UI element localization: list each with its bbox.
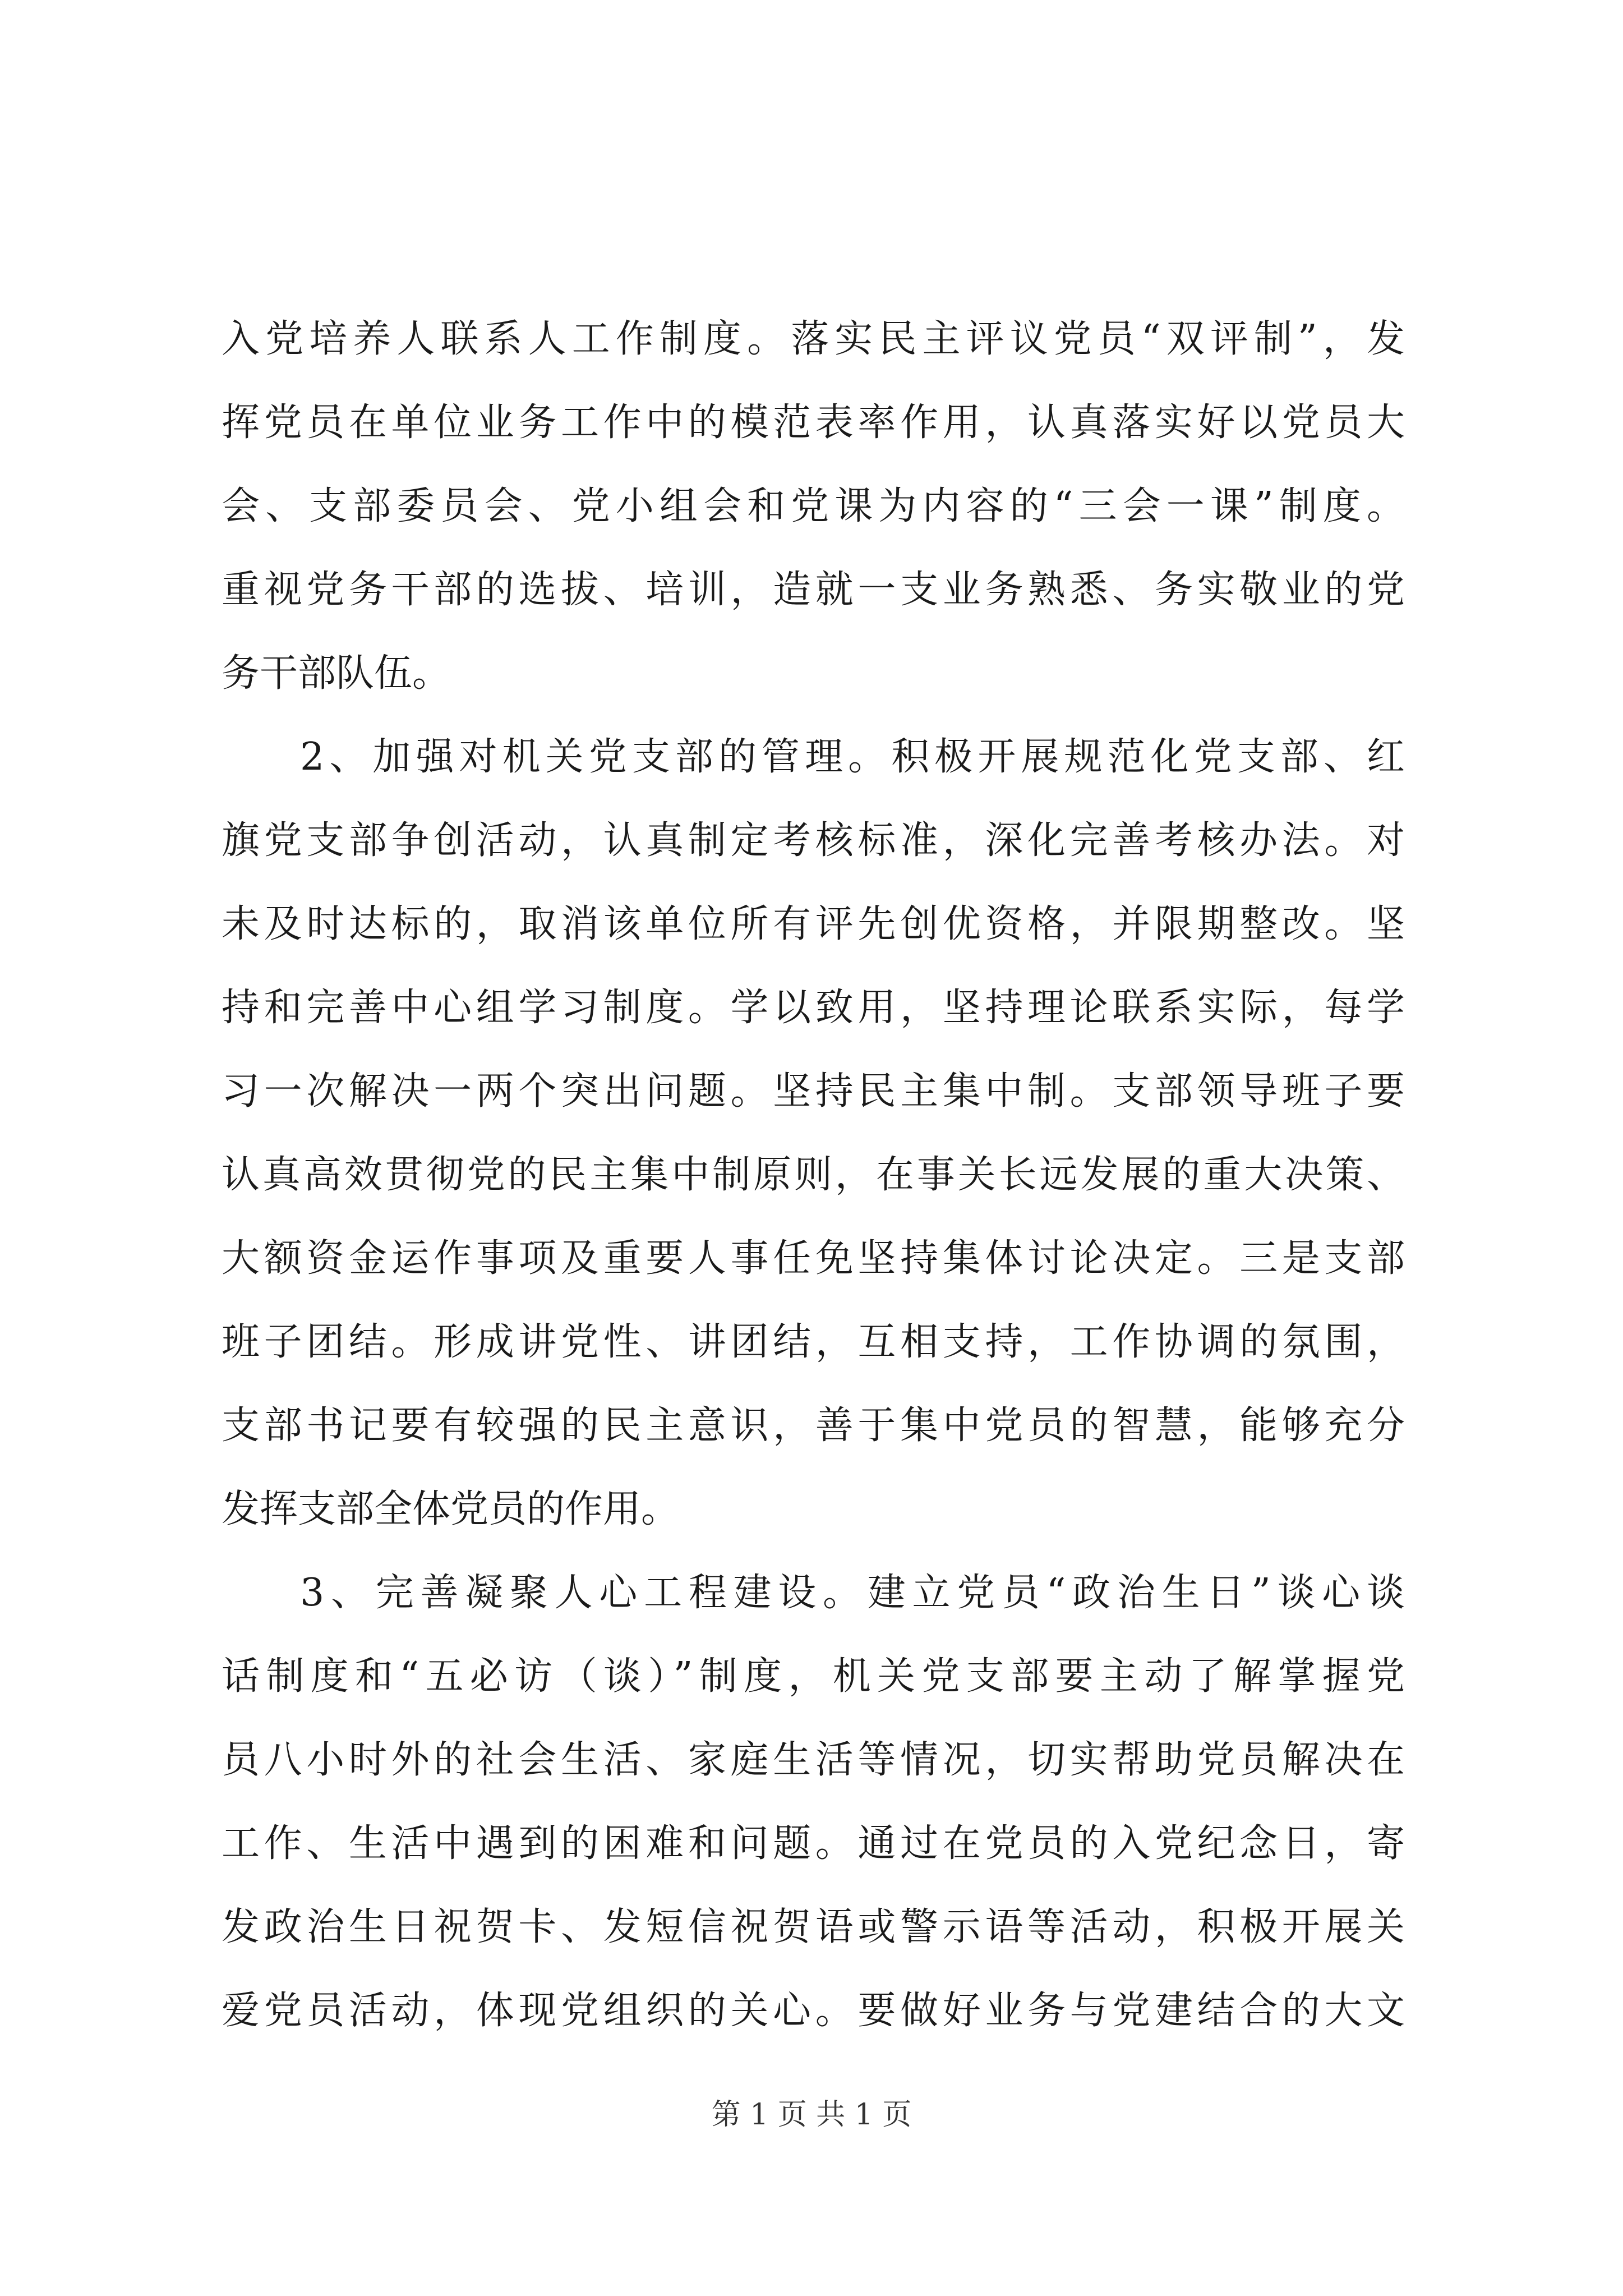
text-line: 员八小时外的社会生活、家庭生活等情况，切实帮助党员解决在: [222, 1738, 1405, 1782]
text-line: 习一次解决一两个突出问题。坚持民主集中制。支部领导班子要: [222, 1069, 1405, 1114]
text-line: 大额资金运作事项及重要人事任免坚持集体讨论决定。三是支部: [222, 1236, 1405, 1281]
body-text: [222, 297, 1405, 2053]
text-line: 爱党员活动，体现党组织的关心。要做好业务与党建结合的大文: [222, 1989, 1405, 2033]
text-line: 未及时达标的，取消该单位所有评先创优资格，并限期整改。坚: [222, 902, 1405, 946]
text-line: 旗党支部争创活动，认真制定考核标准，深化完善考核办法。对: [222, 818, 1405, 863]
text-line: 班子团结。形成讲党性、讲团结，互相支持，工作协调的氛围，: [222, 1320, 1405, 1364]
text-line: 发挥支部全体党员的作用。: [222, 1487, 680, 1531]
text-line: 会、支部委员会、党小组会和党课为内容的“三会一课”制度。: [222, 484, 1405, 528]
text-line: 挥党员在单位业务工作中的模范表率作用，认真落实好以党员大: [222, 401, 1405, 445]
text-line: 话制度和“五必访（谈）”制度，机关党支部要主动了解掌握党: [222, 1654, 1405, 1699]
text-line: 工作、生活中遇到的困难和问题。通过在党员的入党纪念日，寄: [222, 1821, 1405, 1866]
text-line: 支部书记要有较强的民主意识，善于集中党员的智慧，能够充分: [222, 1404, 1405, 1448]
text-line: 务干部队伍。: [222, 651, 451, 696]
page-footer: 第 1 页 共 1 页: [711, 2098, 912, 2132]
text-line: 持和完善中心组学习制度。学以致用，坚持理论联系实际，每学: [222, 986, 1405, 1030]
text-line: 发政治生日祝贺卡、发短信祝贺语或警示语等活动，积极开展关: [222, 1905, 1405, 1949]
paragraph-3-first-line: 3、完善凝聚人心工程建设。建立党员“政治生日”谈心谈: [300, 1571, 1405, 1615]
text-line: 认真高效贯彻党的民主集中制原则，在事关长远发展的重大决策、: [222, 1153, 1405, 1197]
text-line: 入党培养人联系人工作制度。落实民主评议党员“双评制”，发: [222, 317, 1405, 361]
text-line: 重视党务干部的选拔、培训，造就一支业务熟悉、务实敬业的党: [222, 568, 1405, 612]
paragraph-2-first-line: 2、加强对机关党支部的管理。积极开展规范化党支部、红: [300, 735, 1405, 779]
